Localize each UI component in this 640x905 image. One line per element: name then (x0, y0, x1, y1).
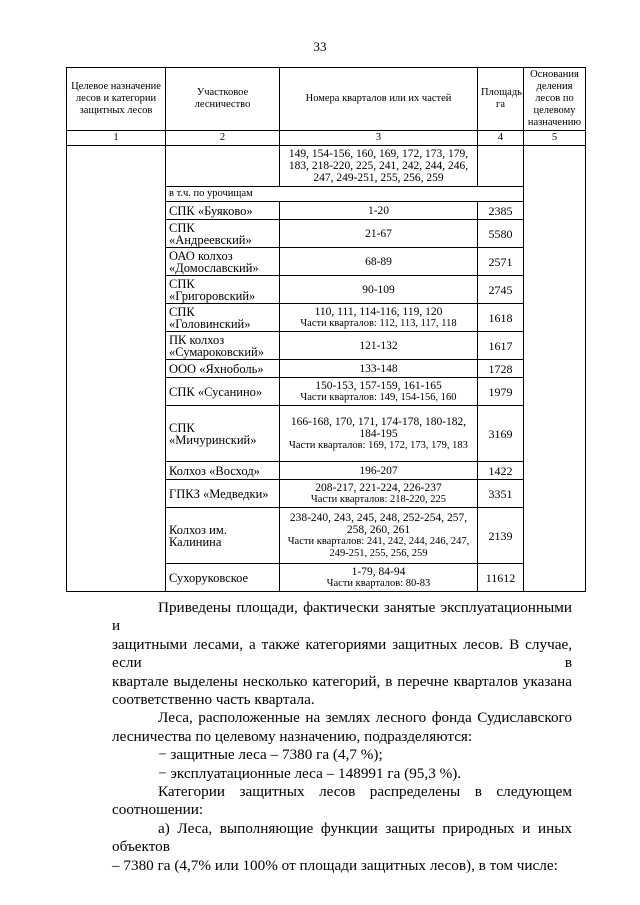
quarters-list: 1-79, 84-94 (351, 565, 406, 578)
quarters-cell (280, 564, 478, 592)
district-name: СПК «Сусанино» (166, 378, 280, 406)
quarters-cell (280, 202, 478, 220)
quarter-parts: Части кварталов: 169, 172, 173, 179, 183 (289, 439, 468, 451)
col-number: 5 (524, 131, 586, 146)
area-value: 1618 (478, 304, 524, 332)
quarter-parts: Части кварталов: 241, 242, 244, 246, 247, 249-251, 255, 256, 259 (287, 535, 470, 559)
quarters-cell (280, 220, 478, 248)
tracts-label: в т.ч. по урочищам (166, 187, 524, 202)
area-value: 1979 (478, 378, 524, 406)
quarters-list: 208-217, 221-224, 226-237 (315, 481, 442, 494)
paragraph-line: – 7380 га (4,7% или 100% от площади защитных лесов), в том числе: (112, 856, 558, 874)
district-name: СПК «Андреевский» (166, 220, 280, 248)
header-purpose: Целевое назначение лесов и категории защитных лесов (67, 68, 166, 131)
district-name: ГПКЗ «Медведки» (166, 480, 280, 508)
district-name: Колхоз «Восход» (166, 462, 280, 480)
header-area: Площадь, га (478, 68, 524, 131)
page-number: 33 (313, 39, 327, 54)
quarters-cell: 149, 154-156, 160, 169, 172, 173, 179, 183, 218-220, 225, 241, 242, 244, 246, 247, 249-251, 255, 256, 259 (280, 146, 478, 187)
district-name: Колхоз им. Калинина (166, 508, 280, 564)
body-text (112, 599, 572, 875)
quarters-cell (280, 360, 478, 378)
basis-cell (524, 146, 586, 592)
area-value: 2571 (478, 248, 524, 276)
district-name: СПК «Головинский» (166, 304, 280, 332)
area-value: 3351 (478, 480, 524, 508)
area-value: 11612 (478, 564, 524, 592)
quarters-list: 150-153, 157-159, 161-165 (315, 379, 442, 392)
col-number: 2 (166, 131, 280, 146)
district-name: ООО «Яхноболь» (166, 360, 280, 378)
quarters-list: 166-168, 170, 171, 174-178, 180-182, 184-195 (290, 415, 467, 440)
quarters-list: 21-67 (365, 227, 392, 240)
list-item: − эксплуатационные леса – 148991 га (95,3 %). (158, 764, 462, 782)
area-value: 5580 (478, 220, 524, 248)
quarters-cell (280, 304, 478, 332)
quarters-cell (280, 508, 478, 564)
quarters-list: 121-132 (359, 339, 398, 352)
quarters-cell (280, 480, 478, 508)
list-item: − защитные леса – 7380 га (4,7 %); (158, 746, 383, 764)
header-basis: Основания деления лесов по целевому назначению (524, 68, 586, 131)
paragraph-line: защитными лесами, а также категориями защитных лесов. В случае, если в (112, 635, 572, 672)
quarters-list: 68-89 (365, 255, 392, 268)
col-number: 4 (478, 131, 524, 146)
quarters-cell (280, 276, 478, 304)
paragraph-line: соотношении: (112, 801, 204, 819)
district-name: СПК «Буяково» (166, 202, 280, 220)
quarter-parts: Части кварталов: 112, 113, 117, 118 (300, 317, 457, 329)
area-value: 3169 (478, 406, 524, 462)
header-district: Участковое лесничество (166, 68, 280, 131)
paragraph-line: квартале выделены несколько категорий, в перечне кварталов указана (112, 672, 572, 690)
area-value: 1617 (478, 332, 524, 360)
quarters-list: 238-240, 243, 245, 248, 252-254, 257, 258, 260, 261 (289, 511, 468, 536)
purpose-cell (67, 146, 166, 592)
quarters-list: 110, 111, 114-116, 119, 120 (314, 305, 443, 318)
district-cell (166, 146, 280, 187)
area-cell (478, 146, 524, 187)
area-value: 2139 (478, 508, 524, 564)
district-name: Сухоруковское (166, 564, 280, 592)
area-value: 1422 (478, 462, 524, 480)
quarters-cell (280, 406, 478, 462)
district-name: ОАО колхоз «Домославский» (166, 248, 280, 276)
quarter-parts: Части кварталов: 149, 154-156, 160 (300, 391, 457, 403)
paragraph-line: Леса, расположенные на землях лесного фонда Судиславского (158, 709, 572, 727)
col-number: 1 (67, 131, 166, 146)
quarters-cell (280, 332, 478, 360)
district-name: СПК «Мичуринский» (166, 406, 280, 462)
quarter-parts: Части кварталов: 80-83 (326, 577, 431, 589)
paragraph-line: лесничества по целевому назначению, подразделяются: (112, 727, 473, 745)
paragraph-line: Категории защитных лесов распределены в следующем (158, 783, 572, 801)
quarter-parts: Части кварталов: 218-220, 225 (310, 493, 447, 505)
forest-table (66, 67, 586, 592)
quarters-list: 196-207 (359, 464, 398, 477)
paragraph-line: а) Леса, выполняющие функции защиты природных и иных объектов (112, 819, 572, 856)
col-number: 3 (280, 131, 478, 146)
quarters-cell (280, 248, 478, 276)
paragraph-line: Приведены площади, фактически занятые эксплуатационными и (112, 599, 572, 635)
district-name: СПК «Григоровский» (166, 276, 280, 304)
quarters-list: 1-20 (367, 204, 390, 217)
district-name: ПК колхоз «Сумароковский» (166, 332, 280, 360)
area-value: 2745 (478, 276, 524, 304)
area-value: 1728 (478, 360, 524, 378)
paragraph-line: соответственно часть квартала. (112, 691, 315, 709)
quarters-list: 133-148 (359, 362, 398, 375)
area-value: 2385 (478, 202, 524, 220)
quarters-cell (280, 378, 478, 406)
quarters-cell (280, 462, 478, 480)
quarters-list: 90-109 (362, 283, 395, 296)
header-quarters: Номера кварталов или их частей (280, 68, 478, 131)
